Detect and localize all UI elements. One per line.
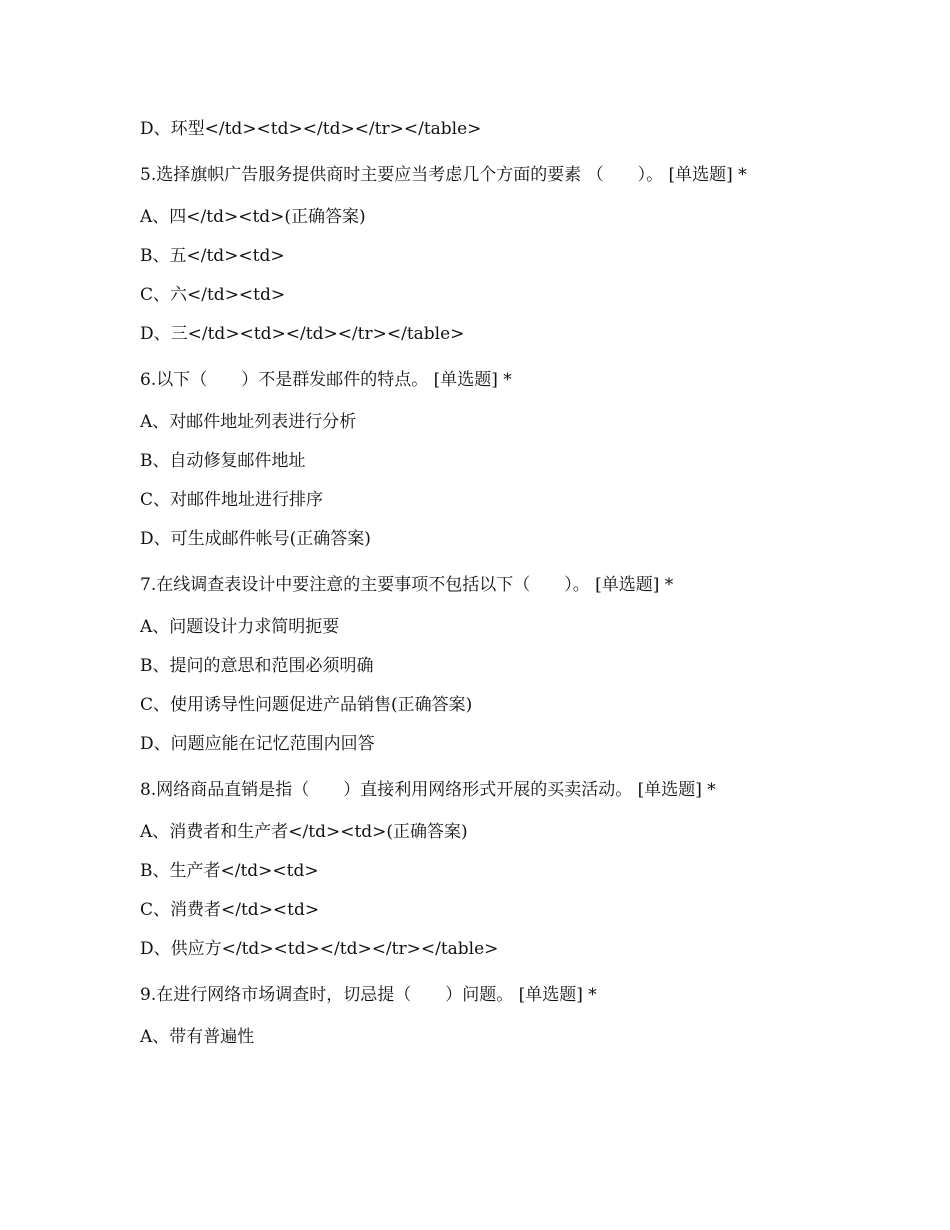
question-text: 9.在进行网络市场调查时，切忌提（ ）问题。 [单选题] * [140, 985, 597, 1005]
option-text: B、自动修复邮件地址 [140, 451, 306, 471]
question-text: 6.以下（ ）不是群发邮件的特点。 [单选题] * [140, 370, 512, 390]
option-text: D、三</td><td></td></tr></table> [140, 324, 465, 344]
option-text: A、消费者和生产者</td><td>(正确答案) [140, 822, 468, 842]
option-text: D、供应方</td><td></td></tr></table> [140, 939, 499, 959]
question-text: 5.选择旗帜广告服务提供商时主要应当考虑几个方面的要素 （ ）。 [单选题] * [140, 165, 747, 185]
question-text: 8.网络商品直销是指（ ）直接利用网络形式开展的买卖活动。 [单选题] * [140, 780, 716, 800]
option-text: D、环型</td><td></td></tr></table> [140, 119, 482, 139]
option-text: A、带有普遍性 [140, 1027, 255, 1047]
question-text: 7.在线调查表设计中要注意的主要事项不包括以下（ ）。 [单选题] * [140, 575, 674, 595]
option-text: A、四</td><td>(正确答案) [140, 207, 366, 227]
question-list [140, 116, 900, 1063]
option-text: A、对邮件地址列表进行分析 [140, 412, 357, 432]
option-text: C、使用诱导性问题促进产品销售(正确答案) [140, 695, 473, 715]
option-text: A、问题设计力求简明扼要 [140, 617, 340, 637]
option-text: D、问题应能在记忆范围内回答 [140, 734, 375, 754]
option-text: C、消费者</td><td> [140, 900, 320, 920]
option-text: C、六</td><td> [140, 285, 286, 305]
option-text: D、可生成邮件帐号(正确答案) [140, 529, 371, 549]
option-text: B、生产者</td><td> [140, 861, 319, 881]
option-text: B、五</td><td> [140, 246, 285, 266]
option-text: B、提问的意思和范围必须明确 [140, 656, 374, 676]
option-text: C、对邮件地址进行排序 [140, 490, 324, 510]
